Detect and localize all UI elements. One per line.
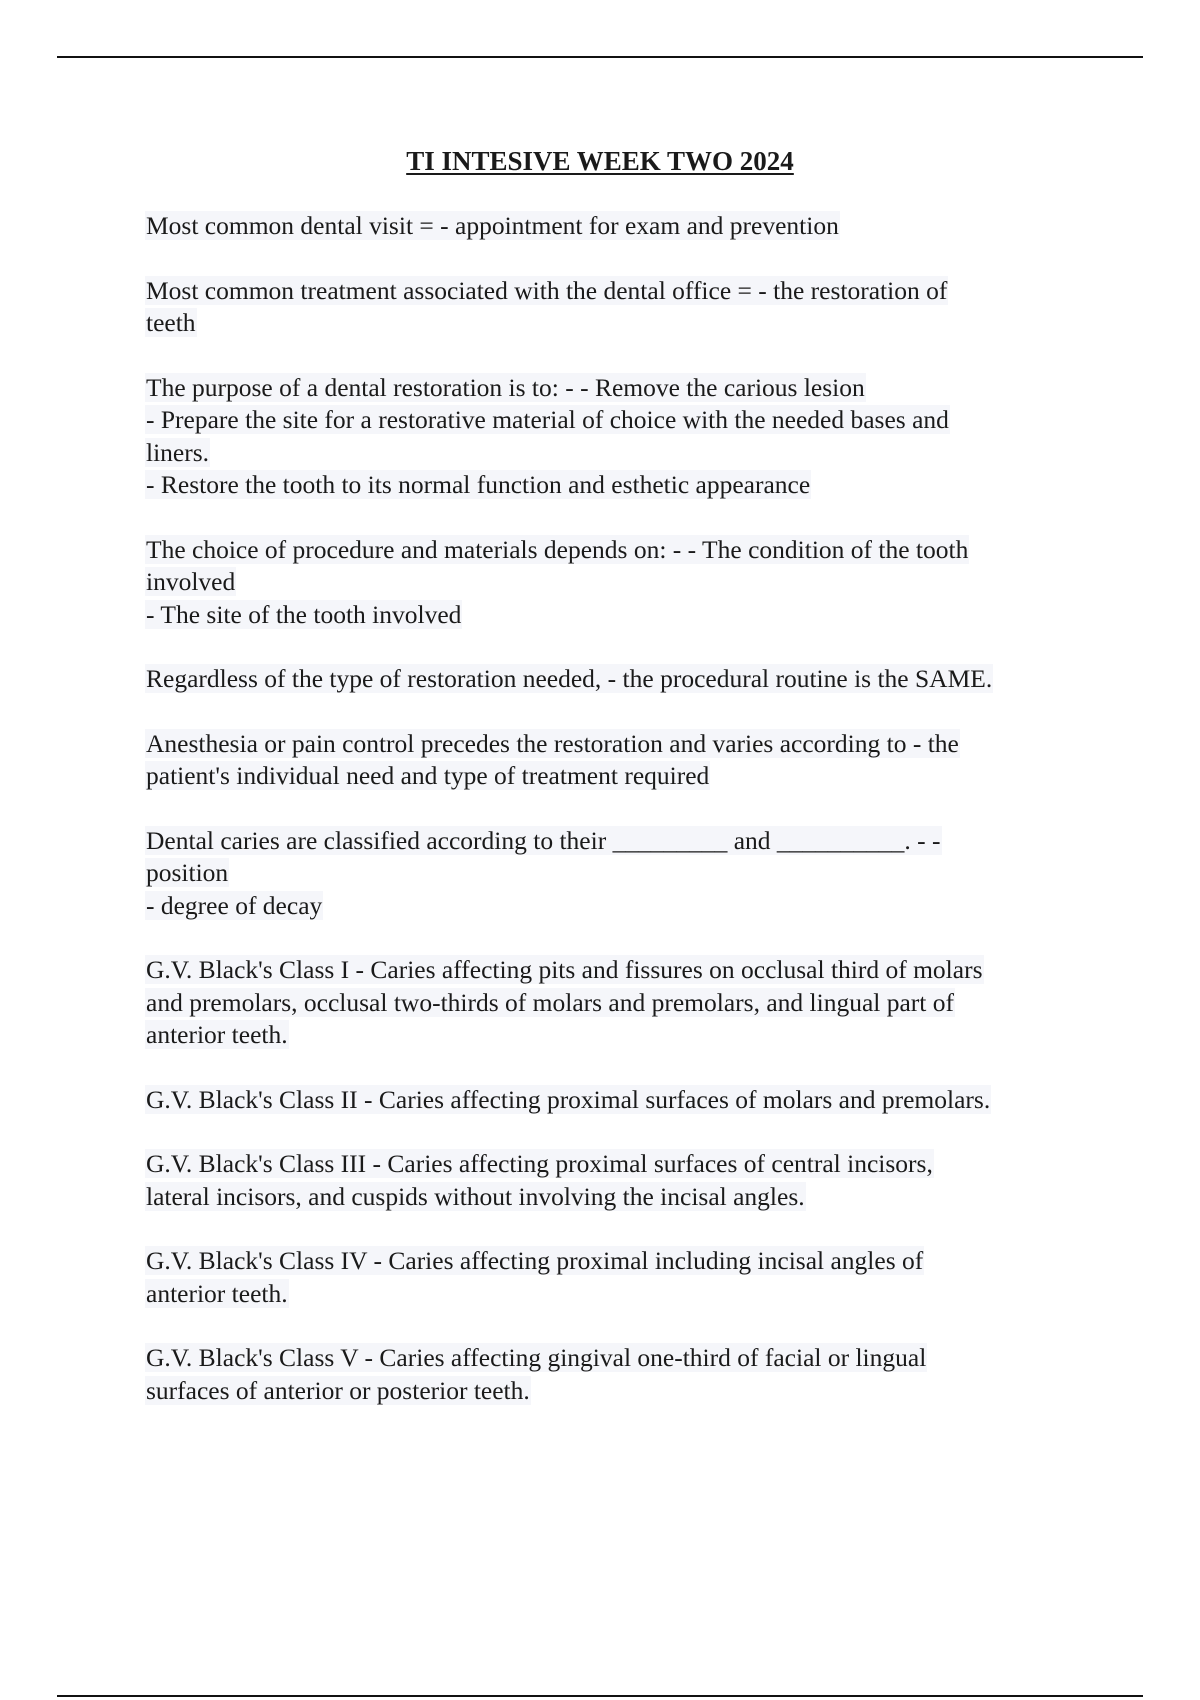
qa-item-line bbox=[145, 534, 1095, 567]
qa-item-line bbox=[145, 275, 1095, 308]
qa-item-text: patient's individual need and type of treatment required bbox=[146, 761, 710, 790]
qa-item-text: Most common treatment associated with the dental office = - the restoration of bbox=[146, 275, 948, 305]
qa-item-line bbox=[145, 1342, 1095, 1375]
footer-rule bbox=[57, 1695, 1143, 1697]
qa-item bbox=[145, 534, 1095, 632]
qa-item-line bbox=[145, 663, 1095, 696]
qa-item-line bbox=[145, 987, 1095, 1020]
qa-item-text: teeth bbox=[146, 308, 196, 337]
qa-item-line bbox=[145, 1245, 1095, 1278]
qa-item-line bbox=[145, 1181, 1095, 1214]
qa-item bbox=[145, 1148, 1095, 1213]
qa-item-text: G.V. Black's Class I - Caries affecting pits and fissures on occlusal third of molars bbox=[146, 955, 983, 984]
qa-item-text: G.V. Black's Class IV - Caries affecting proximal including incisal angles of bbox=[146, 1246, 924, 1275]
qa-item-line bbox=[145, 1084, 1095, 1117]
qa-item-text: lateral incisors, and cuspids without involving the incisal angles. bbox=[146, 1181, 805, 1211]
page-title: TI INTESIVE WEEK TWO 2024 bbox=[406, 146, 794, 176]
qa-item-line bbox=[145, 1375, 1095, 1408]
qa-item-text: - degree of decay bbox=[146, 890, 323, 920]
qa-item-line bbox=[145, 825, 1095, 858]
qa-item-text: The choice of procedure and materials depends on: - - The condition of the tooth bbox=[146, 534, 969, 564]
qa-item-line bbox=[145, 566, 1095, 599]
qa-item-line bbox=[145, 404, 1095, 437]
qa-item-text: G.V. Black's Class II - Caries affecting proximal surfaces of molars and premolars. bbox=[146, 1084, 991, 1114]
qa-item-text: Most common dental visit = - appointment for exam and prevention bbox=[146, 211, 839, 240]
qa-item-line bbox=[145, 1278, 1095, 1311]
qa-item-line bbox=[145, 954, 1095, 987]
qa-item-text: anterior teeth. bbox=[146, 1278, 288, 1308]
qa-item-text: involved bbox=[146, 567, 236, 596]
document-body bbox=[145, 210, 1095, 1439]
qa-item-text: - Prepare the site for a restorative material of choice with the needed bases and bbox=[146, 405, 949, 434]
qa-item-line bbox=[145, 210, 1095, 243]
qa-item-line bbox=[145, 760, 1095, 793]
qa-item-line bbox=[145, 1148, 1095, 1181]
qa-item-text: G.V. Black's Class V - Caries affecting gingival one-third of facial or lingual bbox=[146, 1343, 927, 1372]
qa-item bbox=[145, 825, 1095, 923]
qa-item bbox=[145, 1342, 1095, 1407]
qa-item-line bbox=[145, 307, 1095, 340]
qa-item-text: - The site of the tooth involved bbox=[146, 599, 462, 629]
qa-item bbox=[145, 210, 1095, 243]
qa-item bbox=[145, 954, 1095, 1052]
qa-item-text: surfaces of anterior or posterior teeth. bbox=[146, 1375, 530, 1405]
qa-item bbox=[145, 1084, 1095, 1117]
qa-item-text: position bbox=[146, 858, 229, 887]
qa-item bbox=[145, 663, 1095, 696]
qa-item-line bbox=[145, 469, 1095, 502]
qa-item bbox=[145, 728, 1095, 793]
qa-item-line bbox=[145, 857, 1095, 890]
qa-item-text: Regardless of the type of restoration needed, - the procedural routine is the SAME. bbox=[146, 664, 993, 693]
qa-item-line bbox=[145, 372, 1095, 405]
qa-item bbox=[145, 372, 1095, 502]
qa-item-line bbox=[145, 437, 1095, 470]
qa-item-text: The purpose of a dental restoration is to: - - Remove the carious lesion bbox=[146, 372, 865, 402]
qa-item-text: liners. bbox=[146, 437, 210, 467]
qa-item bbox=[145, 275, 1095, 340]
qa-item-line bbox=[145, 1019, 1095, 1052]
qa-item-text: G.V. Black's Class III - Caries affecting proximal surfaces of central incisors, bbox=[146, 1149, 933, 1178]
header-rule bbox=[57, 56, 1143, 58]
qa-item-text: and premolars, occlusal two-thirds of molars and premolars, and lingual part of bbox=[146, 987, 954, 1017]
qa-item bbox=[145, 1245, 1095, 1310]
qa-item-line bbox=[145, 890, 1095, 923]
qa-item-text: anterior teeth. bbox=[146, 1020, 288, 1049]
qa-item-text: - Restore the tooth to its normal function and esthetic appearance bbox=[146, 470, 811, 499]
qa-item-text: Dental caries are classified according to their _________ and __________. - - bbox=[146, 825, 941, 855]
qa-item-line bbox=[145, 728, 1095, 761]
qa-item-text: Anesthesia or pain control precedes the restoration and varies according to - the bbox=[146, 728, 959, 758]
qa-item-line bbox=[145, 599, 1095, 632]
